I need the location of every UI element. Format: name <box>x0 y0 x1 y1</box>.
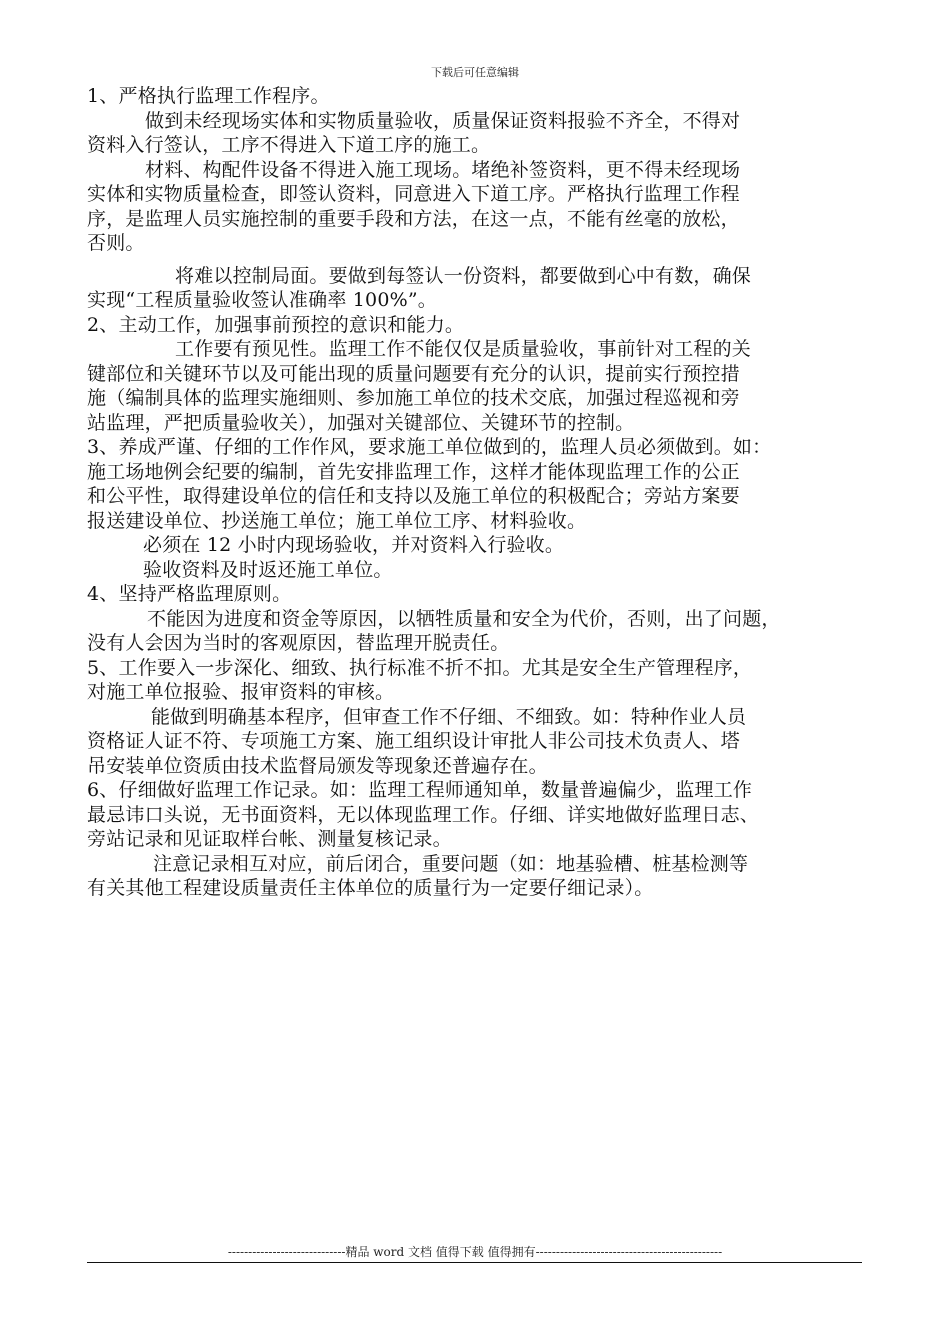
document-body <box>87 84 877 901</box>
section-heading-5: 5、工作要入一步深化、细致、执行标准不折不扣。尤其是安全生产管理程序， <box>87 656 753 679</box>
section-heading-2: 2、主动工作，加强事前预控的意识和能力。 <box>87 313 465 336</box>
paragraph-line: 必须在 12 小时内现场验收，并对资料入行验收。 <box>143 534 565 556</box>
paragraph-line: 做到未经现场实体和实物质量验收，质量保证资料报验不齐全，不得对 <box>145 109 741 132</box>
page-header-note: 下载后可任意编辑 <box>431 66 519 79</box>
paragraph-line: 站监理，严把质量验收关），加强对关键部位、关键环节的控制。 <box>87 411 635 434</box>
paragraph-line: 否则。 <box>87 232 145 254</box>
section-heading-6: 6、仔细做好监理工作记录。如：监理工程师通知单，数量普遍偏少，监理工作 <box>87 779 753 801</box>
paragraph-line: 能做到明确基本程序，但审查工作不仔细、不细致。如：特种作业人员 <box>151 705 747 728</box>
paragraph-line: 验收资料及时返还施工单位。 <box>143 558 393 581</box>
section-heading-1: 1、严格执行监理工作程序。 <box>87 85 330 107</box>
paragraph-line: 施（编制具体的监理实施细则、参加施工单位的技术交底，加强过程巡视和旁 <box>87 387 740 409</box>
paragraph-line: 对施工单位报验、报审资料的审核。 <box>87 681 395 703</box>
page-footer-text: -----------------------------精品 word 文档 值得下载 值得拥有---------------------------------------------- <box>227 1245 723 1259</box>
paragraph-line: 有关其他工程建设质量责任主体单位的质量行为一定要仔细记录）。 <box>87 877 654 899</box>
paragraph-line: 吊安装单位资质由技术监督局颁发等现象还普遍存在。 <box>87 754 548 777</box>
footer-divider <box>87 1262 862 1263</box>
paragraph-line: 实现“工程质量验收签认准确率 100%”。 <box>87 289 437 311</box>
paragraph-line: 最忌讳口头说，无书面资料，无以体现监理工作。仔细、详实地做好监理日志、 <box>87 803 760 826</box>
section-heading-3: 3、养成严谨、仔细的工作作风，要求施工单位做到的，监理人员必须做到。如： <box>87 436 772 458</box>
paragraph-line: 将难以控制局面。要做到每签认一份资料，都要做到心中有数，确保 <box>175 264 752 287</box>
paragraph-line: 材料、构配件设备不得进入施工现场。堵绝补签资料，更不得未经现场 <box>145 158 741 181</box>
paragraph-line: 资料入行签认，工序不得进入下道工序的施工。 <box>87 134 491 156</box>
paragraph-line: 序，是监理人员实施控制的重要手段和方法，在这一点，不能有丝毫的放松， <box>87 207 740 230</box>
section-heading-4: 4、坚持严格监理原则。 <box>87 583 292 605</box>
paragraph-line: 注意记录相互对应，前后闭合，重要问题（如：地基验槽、桩基检测等 <box>153 852 749 875</box>
paragraph-line: 没有人会因为当时的客观原因，替监理开脱责任。 <box>87 632 510 654</box>
paragraph-line: 施工场地例会纪要的编制，首先安排监理工作，这样才能体现监理工作的公正 <box>87 460 740 483</box>
paragraph-line: 旁站记录和见证取样台帐、测量复核记录。 <box>87 828 452 850</box>
paragraph-line: 和公平性，取得建设单位的信任和支持以及施工单位的积极配合；旁站方案要 <box>87 485 740 507</box>
paragraph-line: 实体和实物质量检查，即签认资料，同意进入下道工序。严格执行监理工作程 <box>87 183 740 205</box>
paragraph-line: 键部位和关键环节以及可能出现的质量问题要有充分的认识，提前实行预控措 <box>87 362 740 385</box>
paragraph-line: 不能因为进度和资金等原因，以牺牲质量和安全为代价，否则，出了问题， <box>147 607 781 630</box>
paragraph-line: 工作要有预见性。监理工作不能仅仅是质量验收，事前针对工程的关 <box>175 338 752 360</box>
paragraph-line: 报送建设单位、抄送施工单位；施工单位工序、材料验收。 <box>87 509 587 532</box>
paragraph-line: 资格证人证不符、专项施工方案、施工组织设计审批人非公司技术负责人、塔 <box>87 730 740 752</box>
